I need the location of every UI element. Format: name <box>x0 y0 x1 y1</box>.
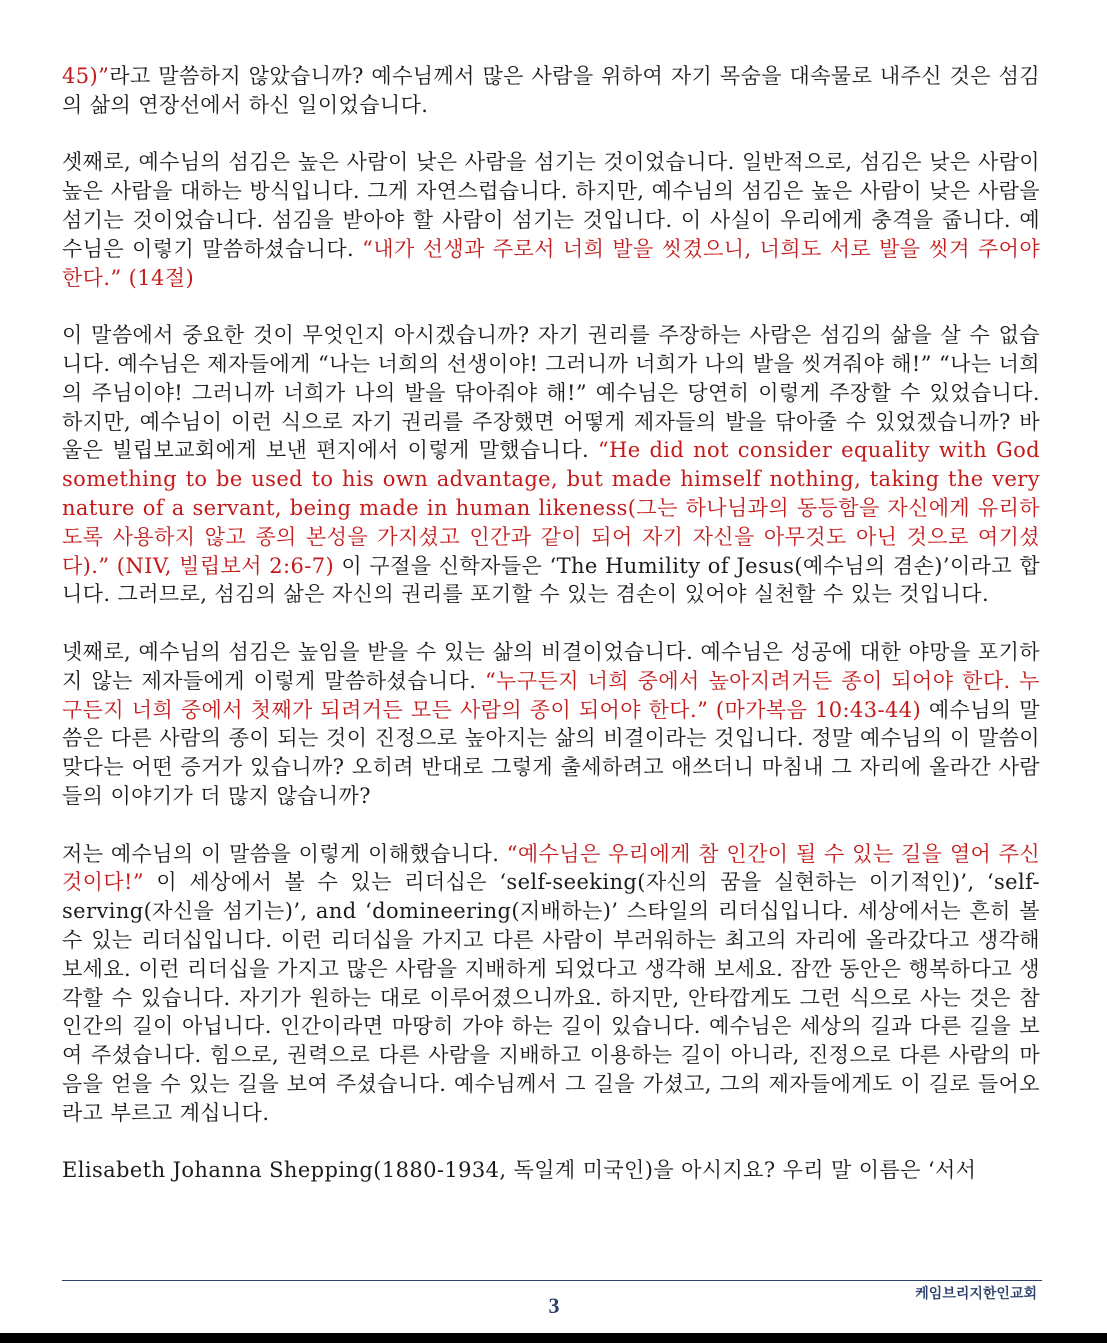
paragraph-4 <box>62 638 1040 811</box>
scripture-quote: “누구든지 너희 중에서 높아지려거든 종이 되어야 한다. 누구든지 너희 중에서 첫째가 되려거든 모든 사람의 종이 되어야 한다.” (마가복음 10:43-44) <box>62 668 1040 722</box>
body-text: 이 말씀에서 중요한 것이 무엇인지 아시겠습니까? 자기 권리를 주장하는 사람은 섬김의 삶을 살 수 없습니다. 예수님은 제자들에게 “나는 너희의 선생이야! 그러니까 너희가 나의 발을 씻겨줘야 해!” “나는 너희의 주님이야! 그러니까 너희가 나의 발을 닦아줘야 해!” 예수님은 당연히 이렇게 주장할 수 있었습니다. 하지만, 예수님이 이런 식으로 자기 권리를 주장했면 어떻게 제자들의 발을 닦아줄 수 있었겠습니까? 바울은 빌립보교회에게 보낸 편지에서 이렇게 말했습니다. <box>62 323 1040 463</box>
scripture-quote: “내가 선생과 주로서 너희 발을 씻겼으니, 너희도 서로 발을 씻겨 주어야 한다.” (14절) <box>62 236 1041 290</box>
body-text: Elisabeth Johanna Shepping(1880-1934, 독일계 미국인)을 아시지요? 우리 말 이름은 ‘서서 <box>62 1158 977 1183</box>
body-text: 저는 예수님의 이 말씀을 이렇게 이해했습니다. <box>62 841 507 866</box>
emphasis-quote: “예수님은 우리에게 참 인간이 될 수 있는 길을 열어 주신 것이다!” <box>62 841 1041 895</box>
body-text: 이 세상에서 볼 수 있는 리더십은 ‘self-seeking(자신의 꿈을 실현하는 이기적인)’, ‘self-serving(자신을 섬기는)’, and ‘domineering(지배하는)’ 스타일의 리더십입니다. 세상에서는 흔히 볼 수 있는 리더십입니다. 이런 리더십을 가지고 다른 사람이 부러워하는 최고의 자리에 올라갔다고 생각해 보세요. 이런 리더십을 가지고 많은 사람을 지배하게 되었다고 생각해 보세요. 잠깐 동안은 행복하다고 생각할 수 있습니다. 자기가 원하는 대로 이루어졌으니까요. 하지만, 안타깝게도 그런 식으로 사는 것은 참 인간의 길이 아닙니다. 인간이라면 마땅히 가야 하는 길이 있습니다. 예수님은 세상의 길과 다른 길을 보여 주셨습니다. 힘으로, 권력으로 다른 사람을 지배하고 이용하는 길이 아니라, 진정으로 다른 사람의 마음을 얻을 수 있는 길을 보여 주셨습니다. 예수님께서 그 길을 가셨고, 그의 제자들에게도 이 길로 들어오라고 부르고 계십니다. <box>62 870 1040 1125</box>
footer-divider <box>62 1280 1042 1281</box>
body-text: 넷째로, 예수님의 섬김은 높임을 받을 수 있는 삶의 비결이었습니다. 예수님은 성공에 대한 야망을 포기하지 않는 제자들에게 이렇게 말씀하셨습니다. <box>62 639 1040 693</box>
body-text: 셋째로, 예수님의 섬김은 높은 사람이 낮은 사람을 섬기는 것이었습니다. 일반적으로, 섬김은 낮은 사람이 높은 사람을 대하는 방식입니다. 그게 자연스럽습니다. 하지만, 예수님의 섬김은 높은 사람이 낮은 사람을 섬기는 것이었습니다. 섬김을 받아야 할 사람이 섬기는 것입니다. 이 사실이 우리에게 충격을 줍니다. 예수님은 이렇기 말씀하셨습니다. <box>62 150 1040 261</box>
paragraph-1 <box>62 62 1040 120</box>
page-number: 3 <box>548 1293 560 1318</box>
scripture-quote: “He did not consider equality with God something to be used to his own advantage, but made himself nothing, taking the very nature of a servant, being made in human likeness(그는 하나님과의 동등함을 자신에게 유리하도록 사용하지 않고 종의 본성을 가지셨고 인간과 같이 되어 자기 자신을 아무것도 아닌 것으로 여기셨다).” (NIV, 빌립보서 2:6-7) <box>62 438 1040 578</box>
paragraph-5 <box>62 840 1040 1128</box>
document-body <box>62 62 1040 1185</box>
paragraph-3 <box>62 321 1040 609</box>
body-text: 이 구절을 신학자들은 ‘The Humility of Jesus(예수님의 겸손)’이라고 합니다. 그러므로, 섬김의 삶은 자신의 권리를 포기할 수 있는 겸손이 있어야 실천할 수 있는 것입니다. <box>62 553 1041 607</box>
paragraph-2 <box>62 148 1040 292</box>
paragraph-6 <box>62 1156 1040 1185</box>
bottom-edge-bar <box>0 1333 1107 1343</box>
church-name: 케임브리지한인교회 <box>915 1286 1037 1302</box>
body-text: 예수님의 말씀은 다른 사람의 종이 되는 것이 진정으로 높아지는 삶의 비결이라는 것입니다. 정말 예수님의 이 말씀이 맞다는 어떤 증거가 있습니까? 오히려 반대로 그렇게 출세하려고 애쓰더니 마침내 그 자리에 올라간 사람들의 이야기가 더 많지 않습니까? <box>62 697 1040 808</box>
body-text: 라고 말씀하지 않았습니까? 예수님께서 많은 사람을 위하여 자기 목숨을 대속물로 내주신 것은 섬김의 삶의 연장선에서 하신 일이었습니다. <box>62 64 1040 117</box>
scripture-quote: 45)” <box>62 64 110 88</box>
